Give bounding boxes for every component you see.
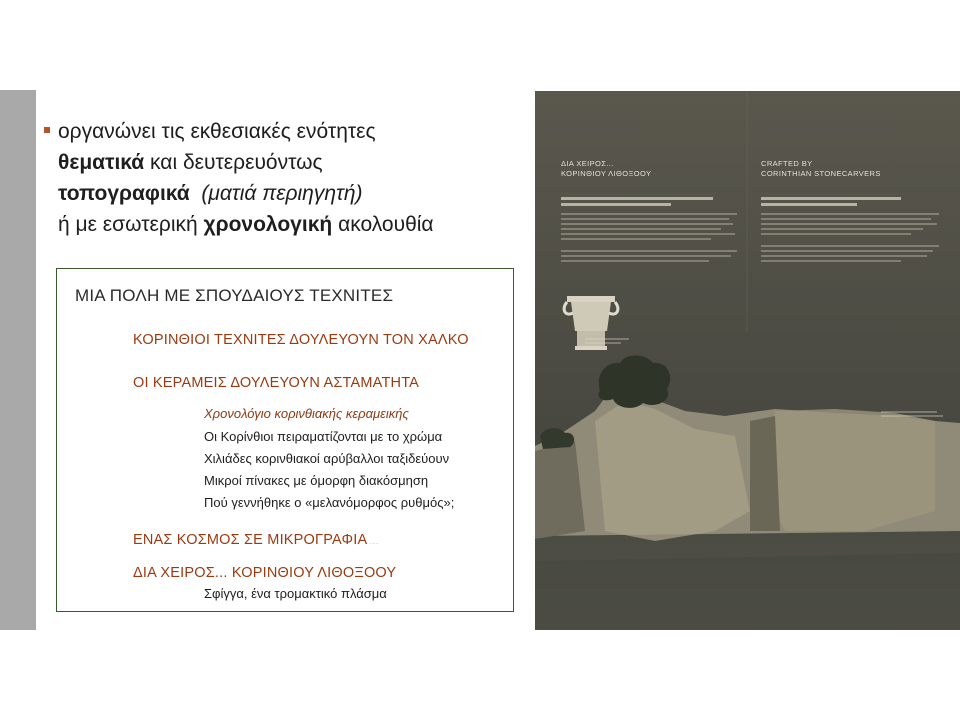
section-potters: ΟΙ ΚΕΡΑΜΕΙΣ ΔΟΥΛΕΥΟΥΝ ΑΣΤΑΜΑΤΗΤΑ	[133, 375, 420, 391]
potters-item-2: Οι Κορίνθιοι πειραματίζονται με το χρώμα	[204, 429, 443, 444]
bullet-line-2	[44, 147, 524, 178]
poster-english-title-1: CRAFTED BY	[761, 159, 813, 168]
stonecarver-item: Σφίγγα, ένα τρομακτικό πλάσμα	[204, 586, 387, 601]
poster-text-line	[761, 203, 857, 206]
exhibition-poster-photo	[535, 91, 960, 630]
section-bronze: ΚΟΡΙΝΘΙΟΙ ΤΕΧΝΙΤΕΣ ΔΟΥΛΕΥΟΥΝ ΤΟΝ ΧΑΛΚΟ	[133, 332, 469, 348]
poster-caption-line	[585, 342, 621, 344]
poster-caption-line	[585, 338, 629, 340]
poster-text-line	[761, 260, 901, 262]
poster-text-line	[761, 197, 901, 200]
poster-greek-title-1: ΔΙΑ ΧΕΙΡΟΣ...	[561, 159, 614, 168]
section-miniature	[133, 532, 379, 548]
poster-text-line	[561, 238, 711, 240]
bullet-line-4-pre: ή με εσωτερική	[58, 213, 204, 236]
poster-text-line	[761, 218, 931, 220]
poster-text-line	[761, 213, 939, 215]
topographic-word: τοπογραφικά	[58, 182, 190, 205]
bullet-line-3	[44, 178, 524, 209]
bullet-line-1-text: οργανώνει τις εκθεσιακές ενότητες	[58, 120, 376, 143]
bullet-line-2-rest: και δευτερευόντως	[144, 151, 323, 174]
poster-text-line	[561, 218, 729, 220]
section-miniature-tail: ......	[369, 540, 379, 546]
bullet-text	[44, 116, 524, 240]
poster-text-line	[561, 223, 733, 225]
poster-text-line	[561, 233, 735, 235]
potters-item-1: Χρονολόγιο κορινθιακής κεραμεικής	[204, 406, 409, 421]
potters-item-4: Μικροί πίνακες με όμορφη διακόσμηση	[204, 473, 429, 488]
traveler-note: (ματιά περιηγητή)	[201, 182, 363, 205]
poster-caption-line	[881, 411, 937, 413]
thematic-word: θεματικά	[58, 151, 145, 174]
potters-item-3: Χιλιάδες κορινθιακοί αρύβαλλοι ταξιδεύουν	[204, 451, 450, 466]
poster-english-title-2: CORINTHIAN STONECARVERS	[761, 169, 881, 178]
section-miniature-text: ΕΝΑΣ ΚΟΣΜΟΣ ΣΕ ΜΙΚΡΟΓΡΑΦΙΑ	[133, 532, 368, 548]
bullet-line-4	[44, 209, 524, 240]
poster-text-line	[761, 250, 933, 252]
chronological-word: χρονολογική	[203, 213, 333, 236]
poster-text-line	[561, 197, 713, 200]
poster-text-line	[561, 250, 737, 252]
poster-text-line	[561, 203, 671, 206]
poster-text-line	[761, 245, 939, 247]
poster-text-line	[761, 228, 923, 230]
bullet-square-icon	[44, 127, 50, 133]
poster-text-line	[561, 228, 721, 230]
poster-caption-line	[881, 415, 943, 417]
section-stonecarver: ΔΙΑ ΧΕΙΡΟΣ... ΚΟΡΙΝΘΙΟΥ ΛΙΘΟΞΟΟΥ	[133, 565, 397, 581]
poster-text-line	[561, 255, 731, 257]
slide-side-bar	[0, 90, 36, 630]
poster-text-line	[761, 233, 911, 235]
poster-text-line	[561, 213, 737, 215]
outline-title: ΜΙΑ ΠΟΛΗ ΜΕ ΣΠΟΥΔΑΙΟΥΣ ΤΕΧΝΙΤΕΣ	[75, 286, 394, 305]
poster-text-line	[761, 255, 927, 257]
exhibition-outline-box	[56, 268, 514, 612]
poster-greek-title-2: ΚΟΡΙΝΘΙΟΥ ΛΙΘΟΞΟΟΥ	[561, 169, 652, 178]
potters-item-5: Πού γεννήθηκε ο «μελανόμορφος ρυθμός»;	[204, 495, 455, 510]
poster-text-line	[761, 223, 937, 225]
bullet-line-1	[44, 116, 524, 147]
bullet-line-4-post: ακολουθία	[332, 213, 434, 236]
poster-text-line	[561, 260, 709, 262]
